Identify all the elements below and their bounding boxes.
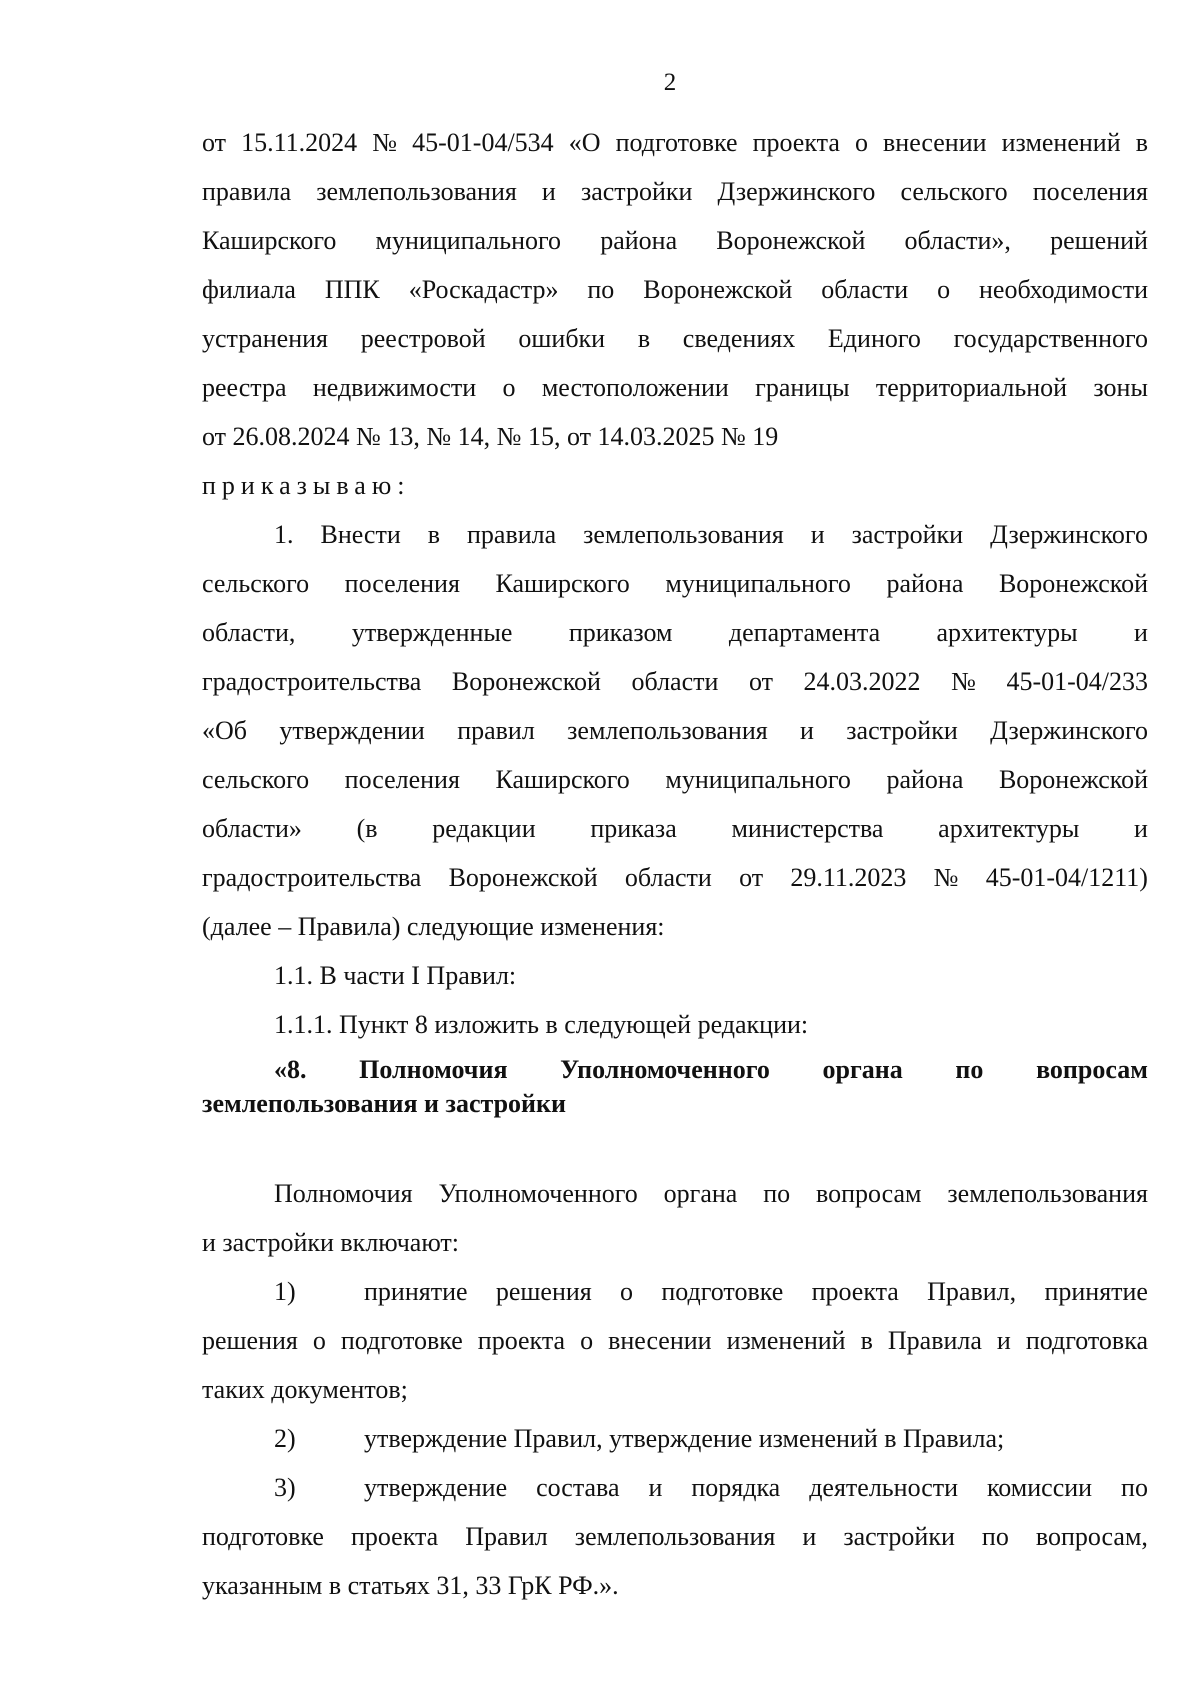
list-item-text: принятие решения о подготовке проекта Правил, принятие xyxy=(364,1277,1148,1306)
intro-last-line: от 26.08.2024 № 13, № 14, № 15, от 14.03.2025 № 19 xyxy=(202,422,779,451)
text-line: Каширского муниципального района Воронежской области», решений xyxy=(202,226,1148,255)
item-1-1-1: 1.1.1. Пункт 8 изложить в следующей редакции: xyxy=(274,1010,809,1039)
list-item-continuation: подготовке проекта Правил землепользования и застройки по вопросам, xyxy=(202,1522,1148,1551)
text-line: правила землепользования и застройки Дзержинского сельского поселения xyxy=(202,177,1148,206)
text-line: филиала ППК «Роскадастр» по Воронежской области о необходимости xyxy=(202,275,1148,304)
text-line: градостроительства Воронежской области от 24.03.2022 № 45-01-04/233 xyxy=(202,667,1148,696)
text-line: области, утвержденные приказом департамента архитектуры и xyxy=(202,618,1148,647)
list-item-text: утверждение состава и порядка деятельности комиссии по xyxy=(364,1473,1148,1502)
text-line: 1. Внести в правила землепользования и застройки Дзержинского xyxy=(274,520,1148,549)
order-word: приказываю: xyxy=(202,471,411,500)
section-8-heading-cont: землепользования и застройки xyxy=(202,1089,566,1118)
powers-intro-line: Полномочия Уполномоченного органа по вопросам землепользования xyxy=(274,1179,1148,1208)
text-line: от 15.11.2024 № 45-01-04/534 «О подготовке проекта о внесении изменений в xyxy=(202,128,1148,157)
list-item-last-line: таких документов; xyxy=(202,1375,408,1404)
text-line: сельского поселения Каширского муниципального района Воронежской xyxy=(202,569,1148,598)
list-item xyxy=(202,1267,1148,1316)
item-1-last-line: (далее – Правила) следующие изменения: xyxy=(202,912,665,941)
list-item xyxy=(202,1414,1148,1463)
text-line: сельского поселения Каширского муниципального района Воронежской xyxy=(202,765,1148,794)
section-8-heading: «8. Полномочия Уполномоченного органа по вопросам xyxy=(274,1055,1148,1084)
intro-paragraph xyxy=(202,118,1148,412)
page-number: 2 xyxy=(663,69,677,96)
list-item-number: 3) xyxy=(274,1473,296,1502)
text-line: градостроительства Воронежской области от 29.11.2023 № 45-01-04/1211) xyxy=(202,863,1148,892)
text-line: устранения реестровой ошибки в сведениях Единого государственного xyxy=(202,324,1148,353)
text-line: реестра недвижимости о местоположении границы территориальной зоны xyxy=(202,373,1148,402)
list-item-continuation: решения о подготовке проекта о внесении изменений в Правила и подготовка xyxy=(202,1326,1148,1355)
list-item-number: 1) xyxy=(274,1277,296,1306)
list-item-last-line: указанным в статьях 31, 33 ГрК РФ.». xyxy=(202,1571,619,1600)
text-line: «Об утверждении правил землепользования и застройки Дзержинского xyxy=(202,716,1148,745)
document-body xyxy=(202,118,1148,1610)
list-item xyxy=(202,1463,1148,1512)
powers-intro-last-line: и застройки включают: xyxy=(202,1228,460,1257)
list-item-text: утверждение Правил, утверждение изменений в Правила; xyxy=(364,1424,1005,1453)
text-line: области» (в редакции приказа министерства архитектуры и xyxy=(202,814,1148,843)
powers-list xyxy=(202,1267,1148,1610)
item-1-paragraph xyxy=(202,510,1148,902)
item-1-1: 1.1. В части I Правил: xyxy=(274,961,517,990)
list-item-number: 2) xyxy=(274,1424,296,1453)
